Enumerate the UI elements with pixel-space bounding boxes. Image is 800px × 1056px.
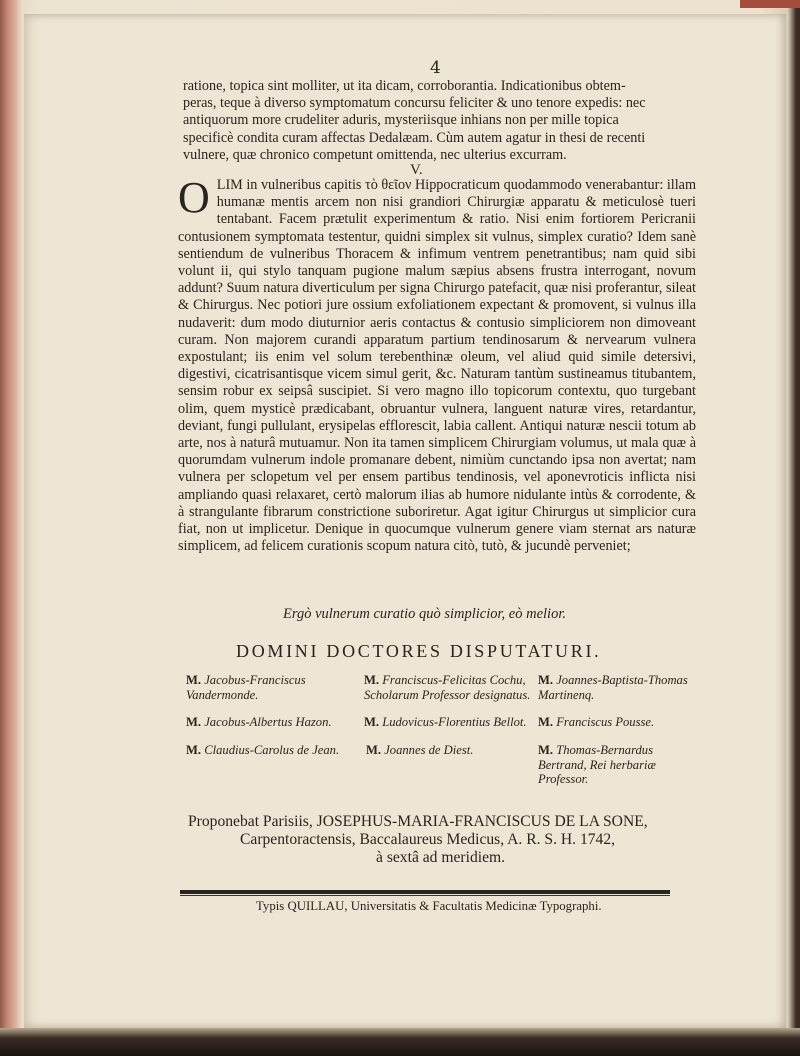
divider-rule-thin	[180, 895, 670, 896]
doctor-prefix: M.	[186, 715, 202, 729]
doctor-entry	[366, 743, 526, 758]
doctor-name: Joannes de Diest.	[384, 743, 474, 757]
proponebat-line: Proponebat Parisiis, JOSEPHUS-MARIA-FRANCISCUS DE LA SONE,	[188, 813, 648, 830]
doctor-entry	[538, 743, 698, 787]
main-paragraph	[178, 173, 696, 555]
printer-imprint: Typis QUILLAU, Universitatis & Facultatis Medicinæ Typographi.	[256, 899, 602, 913]
doctor-prefix: M.	[186, 743, 202, 757]
intro-line: ratione, topica sint molliter, ut ita dicam, corroborantia. Indicationibus obtem-	[183, 78, 626, 94]
doctor-prefix: M.	[538, 673, 554, 687]
doctor-prefix: M.	[364, 673, 380, 687]
divider-rule	[180, 890, 670, 894]
section-number: V.	[410, 162, 423, 178]
proponebat-line: Carpentoractensis, Baccalaureus Medicus, A. R. S. H. 1742,	[240, 831, 616, 848]
proponebat-line: à sextâ ad meridiem.	[376, 849, 506, 866]
doctor-name: Jacobus-Albertus Hazon.	[204, 715, 332, 729]
doctor-name: Jacobus-Franciscus Vandermonde.	[186, 673, 306, 702]
doctor-prefix: M.	[186, 673, 202, 687]
main-paragraph-text: LIM in vulneribus capitis τὸ θεῖον Hippocraticum quodammodo venerabantur: illam humanæ mentis arcem non nisi grandiori Chirurgiæ apparatu & meticulosè tueri tentabant. Facem prætulit experimentum & ratio. Nisi enim fortiorem Pericranii contusionem symptomata testentur, quidni simplex sit vulnus, simplex curatio? Idem sanè sentiendum de vulneribus Thoracem & infimum ventrem penetrantibus; nam quid sibi volunt ii, qui stylo tanquam pugione malum sæpius absens frustra interrogant, novum addunt? Suum natura diverticulum per signa Chirurgo patefacit, quæ nisi proferantur, sileat & Chirurgus. Nec potiori jure ossium exfoliationem expectant & promovent, si vulnus illa nudaverit: dum modo diuturnior aeris contactus & contusio simpliciorem non dimoveant curam. Non majorem curandi apparatum partium tendinosarum & nervearum vulnera expostulant; iis enim vel solum terebenthinæ oleum, vel aliud quid simile detersivi, digestivi, cicatrisantisque vicem simul gerit, &c. Naturam tantùm sustineamus titubantem, sensim robur ex seipsâ suscipiet. Si vero magno illo topicorum contextu, quo turgebant olim, quem mysticè prædicabant, obruantur vulnera, languent naturæ vires, retardantur, deviant, fungi pullulant, erysipelas efflorescit, labia callent. Antiqui naturæ nescii totum ab arte, nos à naturâ mutuamur. Non ita tamen simplicem Chirurgiam volumus, ut mala quæ à quorumdam vulnerum indole promanare debent, nimiùm cunctando ipsa non avertat; nam vulnera per sclopetum vel per ensem partibus tendinosis, vel aponevroticis inflicta nisi ampliando quasi relaxaret, certò malorum ilias ab humore nidulante intùs & corrodente, & à strangulante fibrarum constrictione suboriretur. Agat igitur Chirurgus ut simplicior cura fiat, non ut implicetur. Denique in quocumque vulnerum genere viam sternat ars naturæ simplicem, ad felicem curationis scopum natura citò, tutò, & jucundè perveniet;	[178, 177, 696, 555]
doctor-entry	[538, 715, 702, 730]
doctor-name: Claudius-Carolus de Jean.	[204, 743, 340, 757]
doctor-name: Thomas-Bernardus Bertrand, Rei herbariæ Professor.	[538, 743, 656, 787]
intro-paragraph	[183, 78, 695, 164]
doctor-entry	[364, 715, 528, 730]
doctor-entry	[186, 715, 358, 730]
page-number: 4	[430, 58, 441, 78]
page-edge-marker	[740, 0, 800, 8]
conclusion: Ergò vulnerum curatio quò simplicior, eò melior.	[283, 606, 566, 622]
doctor-prefix: M.	[366, 743, 382, 757]
doctor-entry	[186, 673, 358, 702]
intro-line: antiquorum more crudeliter aduris, mysteriisque inhians non per mille topica	[183, 112, 619, 129]
doctor-name: Joannes-Baptista-Thomas Martinenq.	[538, 673, 688, 702]
doctor-prefix: M.	[538, 743, 554, 757]
doctor-prefix: M.	[364, 715, 380, 729]
doctor-entry	[364, 673, 532, 702]
doctor-name: Franciscus Pousse.	[556, 715, 655, 729]
doctor-name: Franciscus-Felicitas Cochu, Scholarum Professor designatus.	[364, 673, 531, 702]
intro-line: vulnere, quæ chronico competunt omittenda, nec ulterius excurram.	[183, 146, 567, 163]
doctors-title: DOMINI DOCTORES DISPUTATURI.	[236, 641, 602, 661]
doctor-name: Ludovicus-Florentius Bellot.	[382, 715, 527, 729]
book-bottom-edge	[0, 1028, 800, 1056]
doctor-entry	[186, 743, 362, 758]
proponebat-block	[188, 813, 703, 867]
intro-line: specificè condita curam affectas Dedalæam. Cùm autem agatur in thesi de recenti	[183, 129, 646, 146]
doctor-entry	[538, 673, 702, 702]
doctor-prefix: M.	[538, 715, 554, 729]
intro-line: peras, teque à diverso symptomatum concursu feliciter & uno tenore expedis: nec	[183, 95, 646, 112]
drop-cap: O	[178, 173, 210, 222]
